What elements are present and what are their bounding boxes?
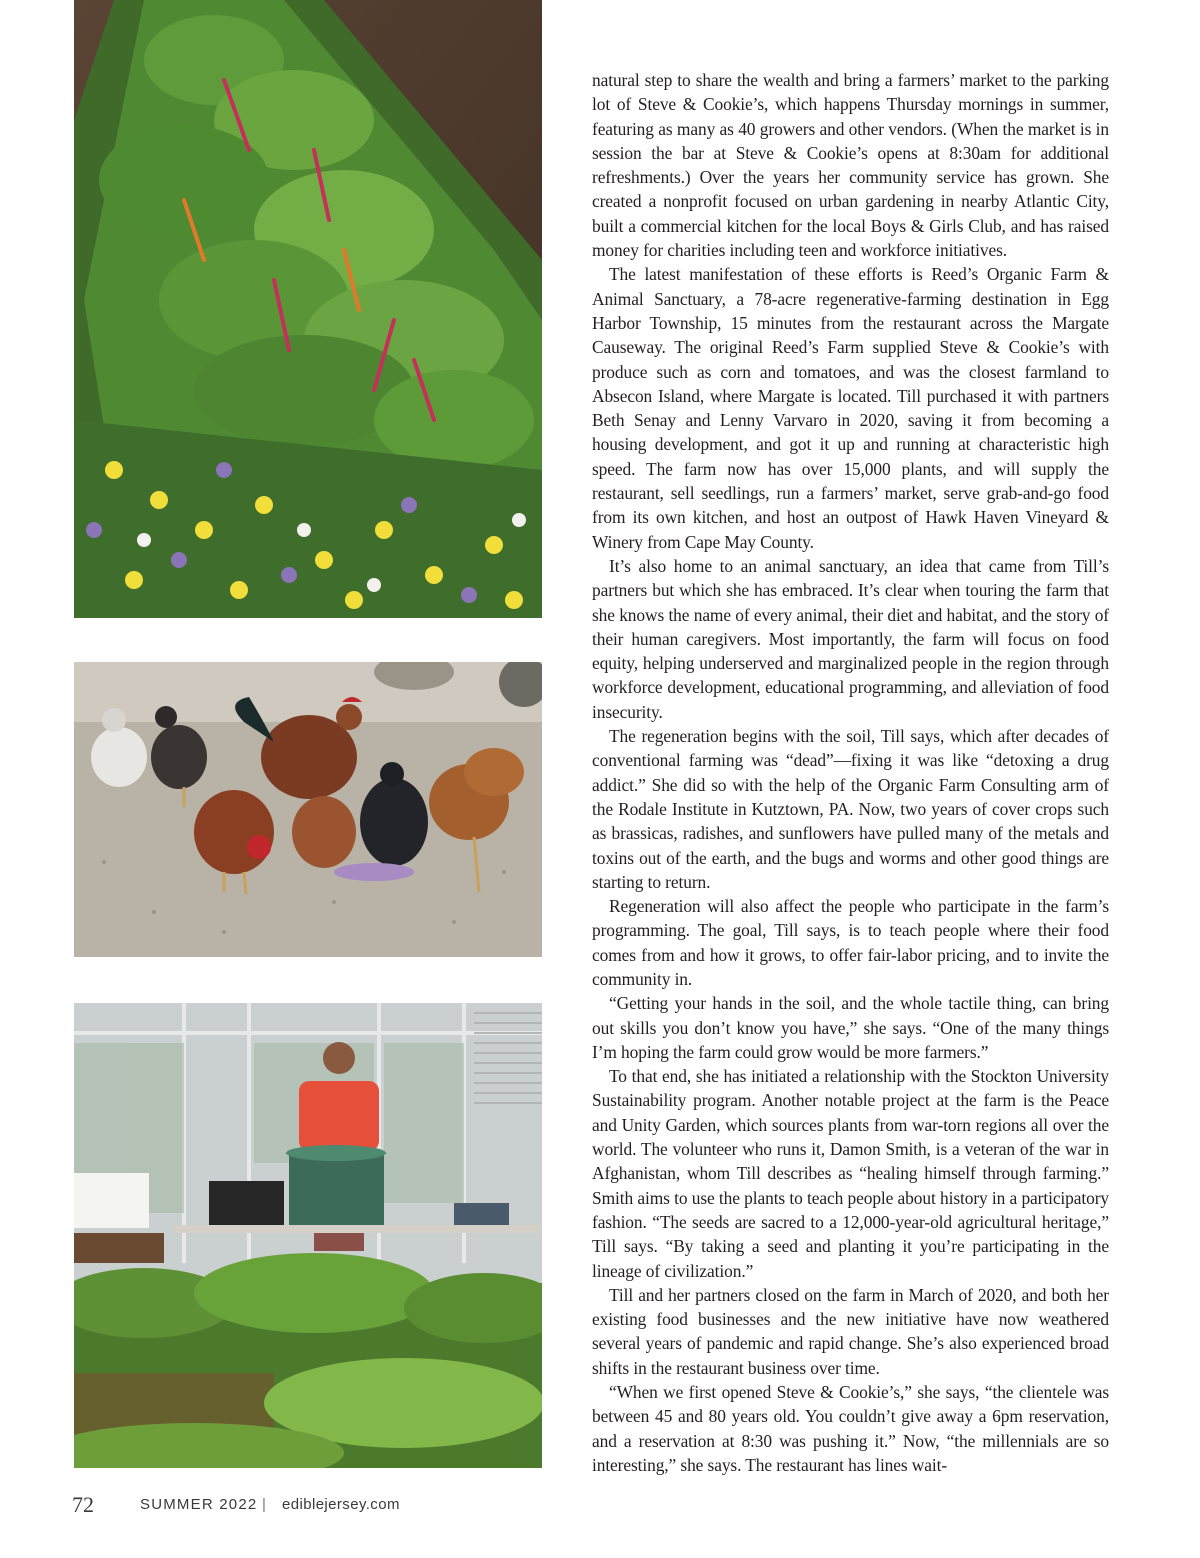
greenhouse-photo-image <box>74 1003 542 1468</box>
greenhouse-photo <box>74 1003 542 1468</box>
page-number: 72 <box>72 1492 94 1517</box>
article-paragraph: “Getting your hands in the soil, and the whole tactile thing, can bring out skills you don’t know you have,” she says. “One of the many things I’m hoping the farm could grow would be more farmers.” <box>592 993 1109 1062</box>
article-paragraph: To that end, she has initiated a relationship with the Stockton University Sustainability program. Another notable project at the farm is the Peace and Unity Garden, which sources plants from war-torn regions all over the world. The volunteer who runs it, Damon Smith, is a veteran of the war in Afghanistan, whom Till describes as “healing himself through farming.” Smith aims to use the plants to teach people about history in a participatory fashion. “The seeds are sacred to a 12,000-year-old agricultural heritage,” Till says. “By taking a seed and planting it you’re participating in the lineage of civilization.” <box>592 1066 1109 1281</box>
article-paragraph: It’s also home to an animal sanctuary, an idea that came from Till’s partners but which she has embraced. It’s clear when touring the farm that she knows the name of every animal, their diet and habitat, and the story of their human caregivers. Most importantly, the farm will focus on food equity, helping underserved and marginalized people in the region through workforce development, educational programming, and alleviation of food insecurity. <box>592 555 1109 722</box>
article-paragraph: natural step to share the wealth and bring a farmers’ market to the parking lot of Steve & Cookie’s, which happens Thursday mornings in summer, featuring as many as 40 growers and other vendors. (When the market is in session the bar at Steve & Cookie’s opens at 8:30am for additional refreshments.) Over the years her community service has grown. She created a nonprofit focused on urban gardening in nearby Atlantic City, built a commercial kitchen for the local Boys & Girls Club, and has raised money for charities including teen and workforce initiatives. <box>592 70 1109 261</box>
article-paragraph: Till and her partners closed on the farm in March of 2020, and both her existing food businesses and the new initiative have now weathered several years of pandemic and rapid change. She’s also experienced broad shifts in the restaurant business over time. <box>592 1284 1109 1378</box>
chickens-photo-image <box>74 662 542 957</box>
footer-divider: | <box>262 1496 266 1513</box>
website-link[interactable]: ediblejersey.com <box>282 1496 400 1513</box>
garden-photo-image <box>74 0 542 618</box>
article-body <box>592 68 1109 1477</box>
garden-photo <box>74 0 542 618</box>
chickens-photo <box>74 662 542 957</box>
article-paragraph: The regeneration begins with the soil, Till says, which after decades of conventional farming was “dead”—fixing it was like “detoxing a drug addict.” She did so with the help of the Organic Farm Consulting arm of the Rodale Institute in Kutztown, PA. Now, two years of cover crops such as brassicas, radishes, and sunflowers have pulled many of the metals and toxins out of the earth, and the bugs and worms and other good things are starting to return. <box>592 726 1109 892</box>
issue-label: SUMMER 2022 <box>140 1496 258 1513</box>
article-paragraph: Regeneration will also affect the people who participate in the farm’s programming. The goal, Till says, is to teach people where their food comes from and how it grows, to offer fair-labor pricing, and to invite the community in. <box>592 896 1109 989</box>
article-paragraph: The latest manifestation of these efforts is Reed’s Organic Farm & Animal Sanctuary, a 78-acre regenerative-farming destination in Egg Harbor Township, 15 minutes from the restaurant across the Margate Causeway. The original Reed’s Farm supplied Steve & Cookie’s with produce such as corn and tomatoes, and was the closest farmland to Absecon Island, where Margate is located. Till purchased it with partners Beth Senay and Lenny Varvaro in 2020, saving it from becoming a housing development, and got it up and running at characteristic high speed. The farm now has over 15,000 plants, and will supply the restaurant, sell seedlings, run a farmers’ market, serve grab-and-go food from its own kitchen, and host an outpost of Hawk Haven Vineyard & Winery from Cape May County. <box>592 264 1109 552</box>
article-paragraph: “When we first opened Steve & Cookie’s,” she says, “the clientele was between 45 and 80 years old. You couldn’t give away a 6pm reservation, and a reservation at 8:30 was pushing it.” Now, “the millennials are so interesting,” she says. The restaurant has lines wait- <box>592 1382 1109 1475</box>
